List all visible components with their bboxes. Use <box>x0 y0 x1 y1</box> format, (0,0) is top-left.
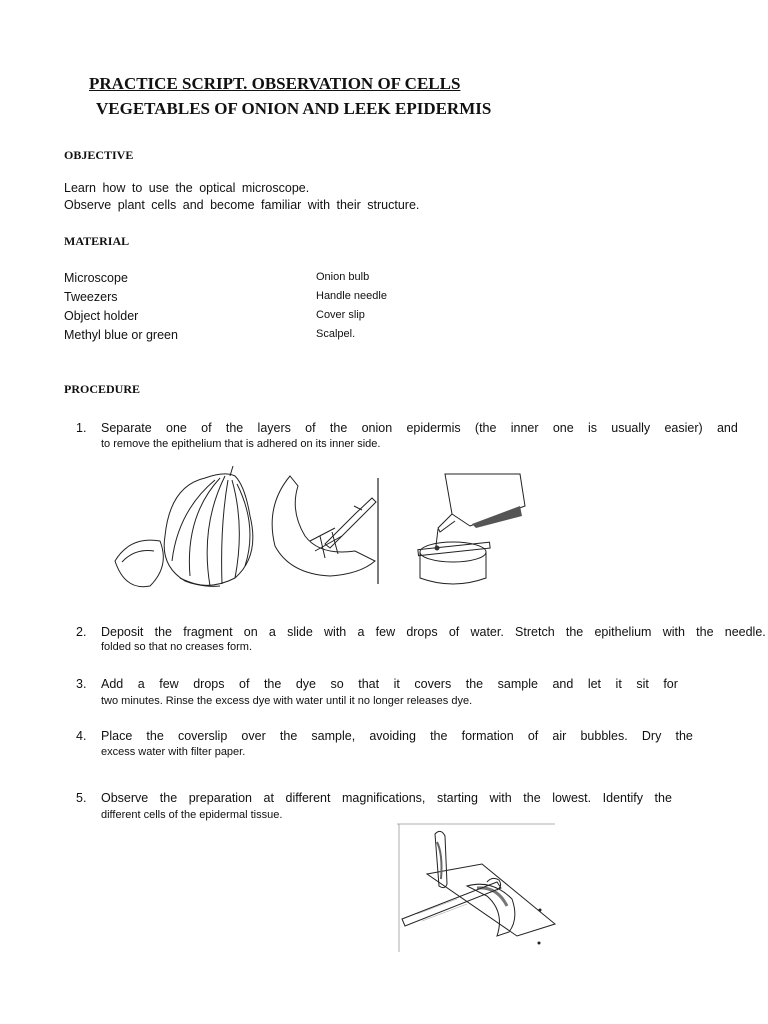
step-word: Place <box>101 729 133 743</box>
step-word: with <box>324 625 347 639</box>
procedure-heading: PROCEDURE <box>64 382 141 396</box>
step-word: magnifications, <box>342 791 426 805</box>
objective-line-1: Learn how to use the optical microscope. <box>64 181 310 195</box>
step-word: the <box>263 677 282 691</box>
step-number: 5. <box>76 791 87 805</box>
step-word: the <box>279 729 298 743</box>
step-word: Dry <box>641 729 662 743</box>
step-word: covers <box>414 677 452 691</box>
step-word: needle. <box>724 625 766 639</box>
objective-heading: OBJECTIVE <box>64 148 134 162</box>
step-word: Add <box>101 677 124 691</box>
slide-needle-illustration <box>397 824 557 954</box>
objective-line-2: Observe plant cells and become familiar with their structure. <box>64 198 420 212</box>
step-1-text <box>101 421 738 435</box>
step-word: different <box>285 791 331 805</box>
step-word: for <box>663 677 678 691</box>
step-word: of <box>201 421 212 435</box>
step-word: inner <box>510 421 539 435</box>
step-word: avoiding <box>369 729 416 743</box>
step-word: dye <box>295 677 317 691</box>
step-word: Identify <box>602 791 643 805</box>
step-3-text <box>101 677 678 691</box>
material-left-3: Object holder <box>64 309 139 323</box>
step-word: sit <box>636 677 649 691</box>
step-word: water. <box>470 625 504 639</box>
step-5-text <box>101 791 672 805</box>
material-left-2: Tweezers <box>64 290 118 304</box>
step-word: the <box>675 729 693 743</box>
material-right-4: Scalpel. <box>316 328 356 340</box>
step-word: few <box>159 677 179 691</box>
material-left-4: Methyl blue or green <box>64 328 178 342</box>
step-word: layers <box>257 421 291 435</box>
step-word: epidermis <box>406 421 461 435</box>
step-number: 2. <box>76 625 87 639</box>
step-word: a <box>137 677 145 691</box>
step-word: formation <box>461 729 514 743</box>
step-number: 4. <box>76 729 87 743</box>
step-word: the <box>696 625 714 639</box>
step-word: one <box>166 421 187 435</box>
step-word: drops <box>406 625 438 639</box>
page-title-text: PRACTICE SCRIPT. OBSERVATION OF CELLS <box>89 74 461 93</box>
step-word: few <box>375 625 396 639</box>
step-word: it <box>393 677 400 691</box>
step-word: at <box>263 791 274 805</box>
step-word: drops <box>193 677 225 691</box>
step-word: the <box>225 421 244 435</box>
step-word: that <box>358 677 380 691</box>
step-word: and <box>716 421 738 435</box>
step-word: epithelium <box>594 625 652 639</box>
step-word: Deposit <box>101 625 144 639</box>
step-word: (the <box>474 421 497 435</box>
step-word: fragment <box>183 625 233 639</box>
step-word: a <box>268 625 276 639</box>
step-word: the <box>430 729 448 743</box>
step-word: the <box>654 791 672 805</box>
step-word: with <box>489 791 512 805</box>
step-word: so <box>330 677 344 691</box>
step-word: is <box>587 421 597 435</box>
step-word: one <box>552 421 574 435</box>
step-word: coverslip <box>177 729 228 743</box>
step-1-line-1 <box>101 421 738 435</box>
step-4-text <box>101 729 693 743</box>
step-number: 1. <box>76 421 87 435</box>
step-word: the <box>523 791 541 805</box>
step-word: of <box>448 625 460 639</box>
step-word: a <box>357 625 365 639</box>
step-word: it <box>615 677 622 691</box>
step-word: starting <box>436 791 478 805</box>
step-word: the <box>159 791 178 805</box>
step-4-line-1 <box>101 729 693 743</box>
material-left-1: Microscope <box>64 271 128 285</box>
step-word: preparation <box>188 791 252 805</box>
step-word: lowest. <box>552 791 592 805</box>
step-word: with <box>662 625 685 639</box>
step-3-line-1 <box>101 677 678 691</box>
step-word: and <box>552 677 574 691</box>
step-number: 3. <box>76 677 87 691</box>
step-word: of <box>305 421 316 435</box>
step-word: Stretch <box>515 625 555 639</box>
step-5-line-1 <box>101 791 672 805</box>
step-word: let <box>587 677 602 691</box>
page-subtitle: VEGETABLES OF ONION AND LEEK EPIDERMIS <box>96 99 492 118</box>
step-word: the <box>465 677 484 691</box>
step-word: over <box>241 729 266 743</box>
step-word: of <box>527 729 539 743</box>
material-heading: MATERIAL <box>64 234 130 248</box>
page-title <box>89 74 460 94</box>
onion-preparation-illustration <box>110 466 530 596</box>
step-word: Separate <box>101 421 152 435</box>
step-word: sample <box>497 677 538 691</box>
step-3-line-2: two minutes. Rinse the excess dye with water until it no longer releases dye. <box>101 695 473 707</box>
step-word: onion <box>361 421 393 435</box>
step-2-line-1 <box>101 625 766 639</box>
step-2-line-2: folded so that no creases form. <box>101 641 253 653</box>
step-word: slide <box>287 625 313 639</box>
step-word: sample, <box>311 729 356 743</box>
material-right-3: Cover slip <box>316 309 365 321</box>
step-word: Observe <box>101 791 149 805</box>
step-word: of <box>239 677 250 691</box>
step-4-line-2: excess water with filter paper. <box>101 746 246 758</box>
step-word: bubbles. <box>580 729 628 743</box>
material-right-1: Onion bulb <box>316 271 370 283</box>
step-5-line-2: different cells of the epidermal tissue. <box>101 809 283 821</box>
material-right-2: Handle needle <box>316 290 387 302</box>
step-word: on <box>243 625 258 639</box>
step-word: air <box>552 729 567 743</box>
step-word: the <box>146 729 164 743</box>
step-word: usually <box>611 421 651 435</box>
step-word: the <box>565 625 584 639</box>
step-1-line-2: to remove the epithelium that is adhered on its inner side. <box>101 438 381 450</box>
step-word: the <box>154 625 172 639</box>
step-2-text <box>101 625 766 639</box>
step-word: the <box>329 421 348 435</box>
step-word: easier) <box>664 421 703 435</box>
